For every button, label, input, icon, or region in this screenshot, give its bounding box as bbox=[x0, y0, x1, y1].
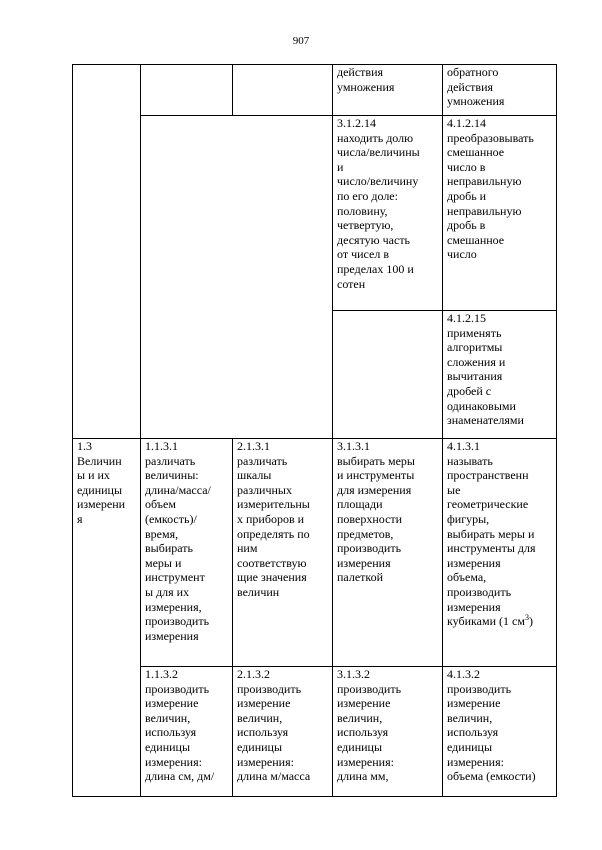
cell-text: 2.1.3.1 различать шкалы различных измерительны х приборов и определять по ним соответствую щие значения величин bbox=[237, 439, 310, 599]
table-cell bbox=[333, 116, 443, 311]
table-cell bbox=[141, 116, 333, 439]
cell-text-main: 4.1.3.1 называть пространственн ые геометрические фигуры, выбирать меры и инструменты для измерения объема, производить измерения кубиками (1 см bbox=[447, 439, 536, 629]
table-cell bbox=[333, 439, 443, 667]
table-cell bbox=[333, 65, 443, 116]
table-cell bbox=[443, 65, 557, 116]
table-cell bbox=[443, 667, 557, 797]
cell-text: 4.1.3.2 производить измерение величин, используя единицы измерения: объема (емкости) bbox=[447, 667, 536, 784]
table-cell bbox=[443, 311, 557, 439]
table-cell bbox=[233, 439, 333, 667]
table-row bbox=[73, 65, 557, 116]
table-cell bbox=[141, 667, 233, 797]
cell-text-tail: ) bbox=[528, 614, 533, 629]
cell-text: обратного действия умножения bbox=[447, 65, 505, 109]
page-number: 907 bbox=[292, 35, 310, 47]
cell-text: 1.1.3.1 различать величины: длина/масса/ объем (емкость)/ время, выбирать меры и инструмент ы для их измерения, производить измерения bbox=[145, 439, 211, 643]
cell-text: 1.1.3.2 производить измерение величин, используя единицы измерения: длина см, дм/ bbox=[145, 667, 215, 784]
cell-text: действия умножения bbox=[337, 65, 395, 94]
cell-text: 1.3 Величин ы и их единицы измерени я bbox=[77, 439, 126, 526]
superscript: 3 bbox=[524, 613, 529, 623]
table-cell bbox=[73, 65, 141, 439]
table-cell bbox=[443, 116, 557, 311]
table-cell bbox=[233, 667, 333, 797]
cell-text bbox=[447, 439, 553, 629]
cell-text: 4.1.2.15 применять алгоритмы сложения и вычитания дробей с одинаковыми знаменателями bbox=[447, 311, 524, 428]
cell-text: 3.1.3.1 выбирать меры и инструменты для измерения площади поверхности предметов, производить измерения палеткой bbox=[337, 439, 415, 585]
table-cell bbox=[141, 65, 233, 116]
table-cell bbox=[333, 667, 443, 797]
cell-text: 4.1.2.14 преобразовывать смешанное число в неправильную дробь и неправильную дробь в смешанное число bbox=[447, 116, 534, 262]
table-cell bbox=[443, 439, 557, 667]
curriculum-table bbox=[72, 64, 557, 797]
table-row bbox=[73, 116, 557, 311]
cell-text: 2.1.3.2 производить измерение величин, используя единицы измерения: длина м/масса bbox=[237, 667, 311, 784]
table-cell bbox=[233, 65, 333, 116]
cell-text: 3.1.2.14 находить долю числа/величины и число/величину по его доле: половину, четвертую, десятую часть от чисел в пределах 100 и сотен bbox=[337, 116, 420, 291]
table-cell bbox=[73, 439, 141, 797]
table-cell bbox=[141, 439, 233, 667]
cell-text: 3.1.3.2 производить измерение величин, используя единицы измерения: длина мм, bbox=[337, 667, 402, 784]
table-row bbox=[73, 667, 557, 797]
table-row bbox=[73, 439, 557, 667]
table-cell bbox=[333, 311, 443, 439]
